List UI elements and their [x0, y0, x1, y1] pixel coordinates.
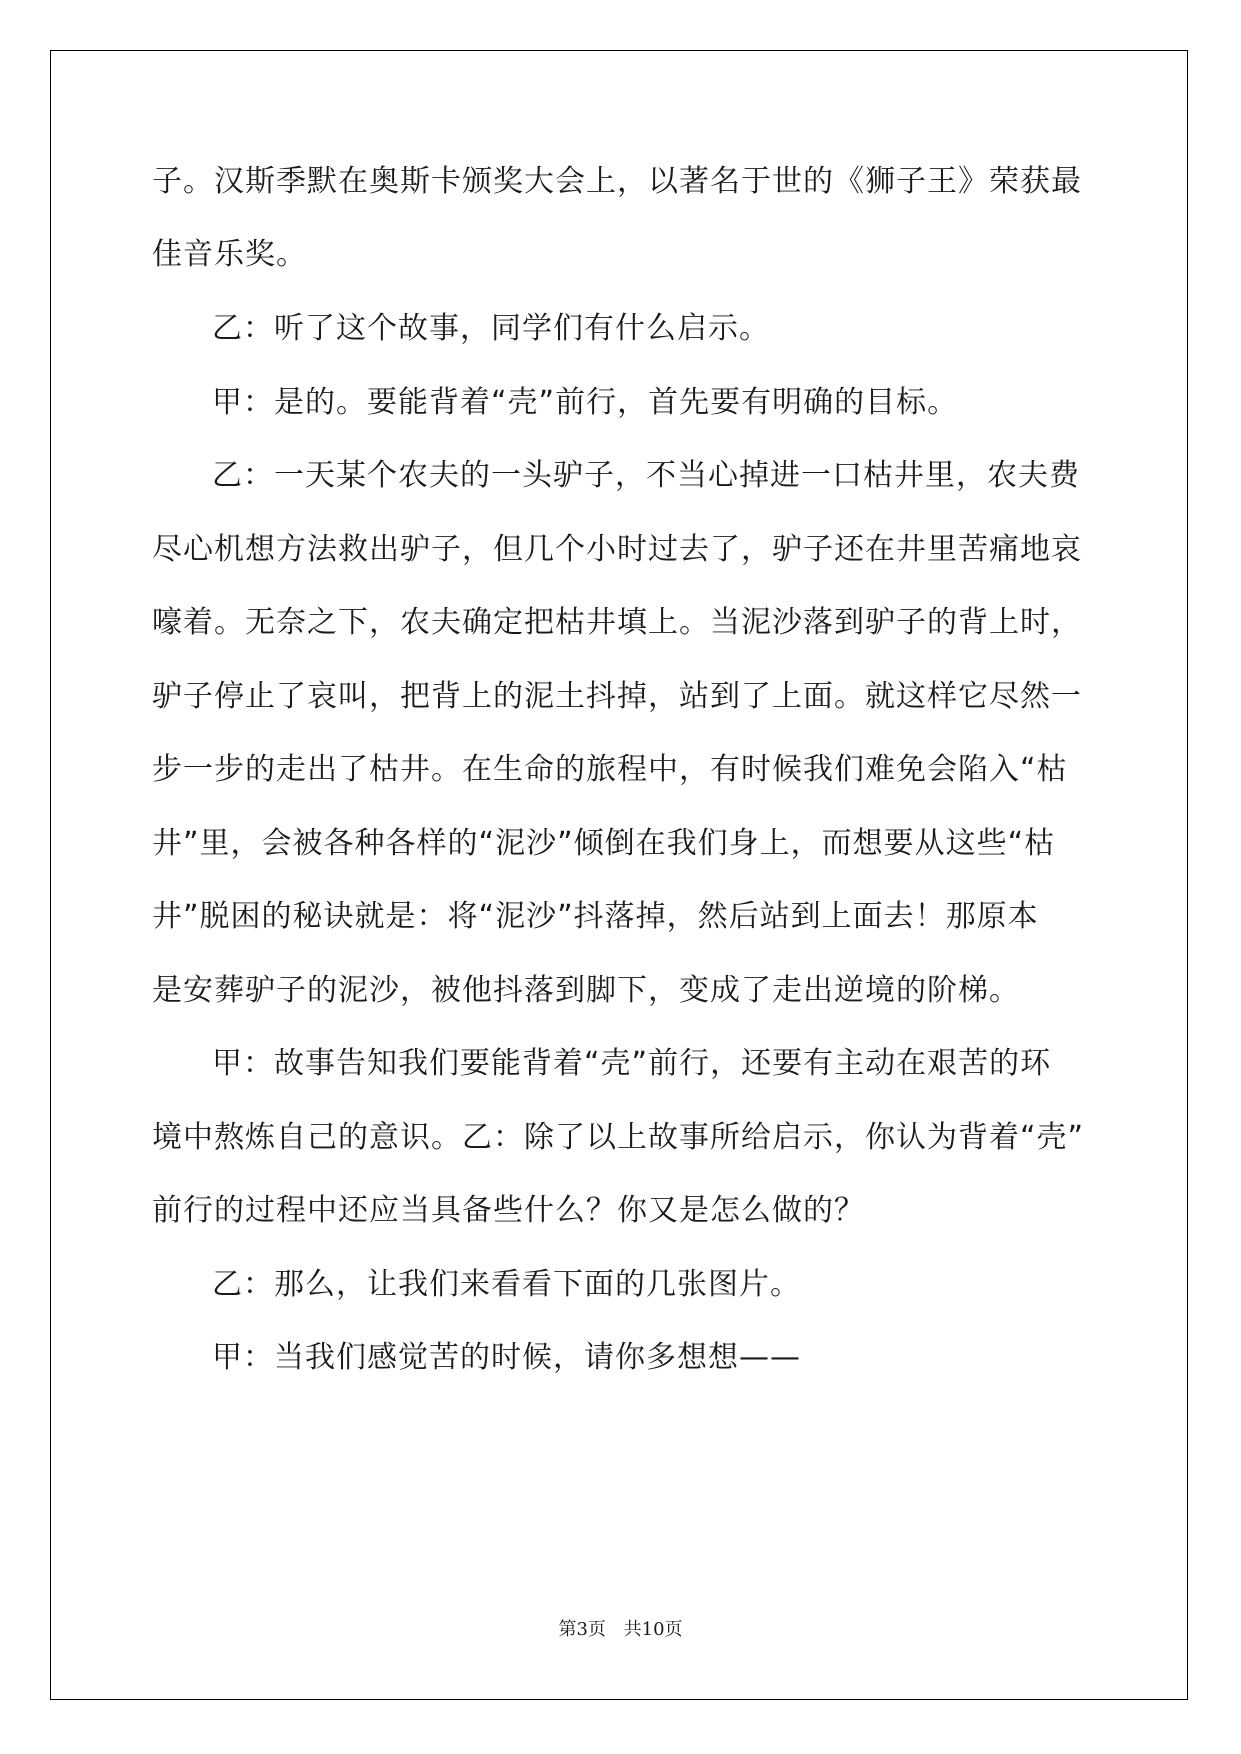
text-line: 嚎着。无奈之下，农夫确定把枯井填上。当泥沙落到驴子的背上时， [152, 605, 1082, 640]
page-footer [0, 1618, 1241, 1642]
text-line: 甲：当我们感觉苦的时候，请你多想想—— [212, 1340, 801, 1375]
page-total: 共10页 [623, 1619, 683, 1640]
text-line: 子。汉斯季默在奥斯卡颁奖大会上，以著名于世的《狮子王》荣获最 [152, 164, 1082, 199]
text-line: 乙：听了这个故事，同学们有什么启示。 [212, 311, 770, 346]
text-line: 甲：是的。要能背着“壳”前行，首先要有明确的目标。 [212, 385, 959, 420]
text-line: 乙：一天某个农夫的一头驴子，不当心掉进一口枯井里，农夫费 [212, 458, 1080, 493]
page-border [50, 50, 1188, 1700]
text-line: 乙：那么，让我们来看看下面的几张图片。 [212, 1267, 801, 1302]
text-line: 是安葬驴子的泥沙，被他抖落到脚下，变成了走出逆境的阶梯。 [152, 973, 1020, 1008]
page-number: 第3页 [558, 1619, 606, 1640]
text-line: 前行的过程中还应当具备些什么？你又是怎么做的？ [152, 1193, 865, 1228]
text-line: 甲：故事告知我们要能背着“壳”前行，还要有主动在艰苦的环 [212, 1046, 1052, 1081]
text-line: 驴子停止了哀叫，把背上的泥土抖掉，站到了上面。就这样它尽然一 [152, 679, 1082, 714]
text-line: 境中熬炼自己的意识。乙：除了以上故事所给启示，你认为背着“壳” [152, 1120, 1085, 1155]
text-line: 井”脱困的秘诀就是：将“泥沙”抖落掉，然后站到上面去！那原本 [152, 899, 1039, 934]
text-line: 佳音乐奖。 [152, 237, 307, 272]
text-line: 井”里，会被各种各样的“泥沙”倾倒在我们身上，而想要从这些“枯 [152, 826, 1056, 861]
text-line: 尽心机想方法救出驴子，但几个小时过去了，驴子还在井里苦痛地哀 [152, 532, 1082, 567]
text-line: 步一步的走出了枯井。在生命的旅程中，有时候我们难免会陷入“枯 [152, 752, 1068, 787]
